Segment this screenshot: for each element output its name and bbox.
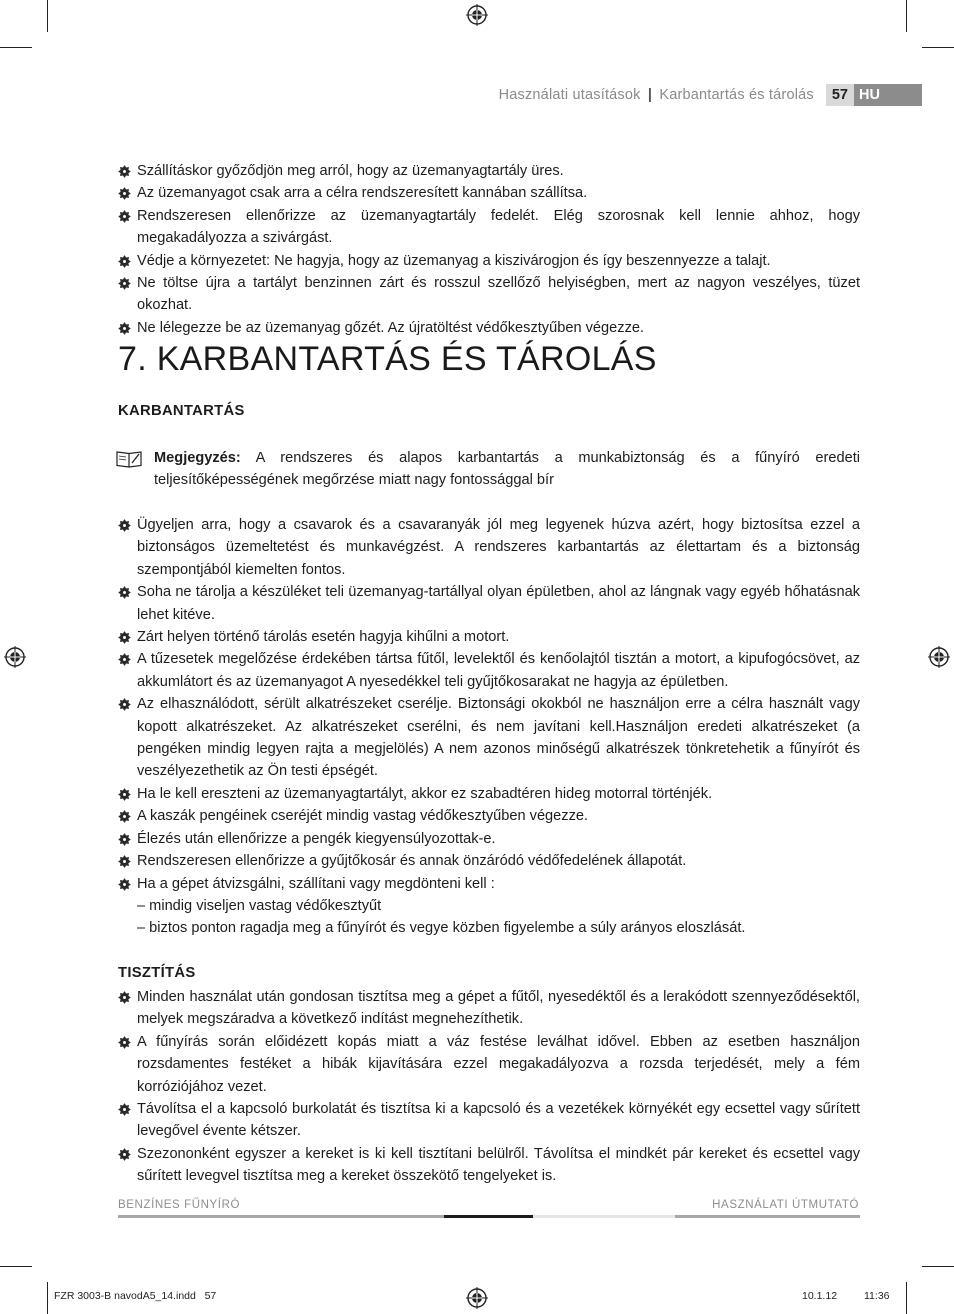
list-item xyxy=(118,581,860,626)
list-item xyxy=(118,873,860,895)
breadcrumb-section: Használati utasítások xyxy=(498,87,641,103)
chapter-title: 7. KARBANTARTÁS ÉS TÁROLÁS xyxy=(118,340,657,378)
list-item-text: Ha a gépet átvizsgálni, szállítani vagy megdönteni kell : xyxy=(137,875,495,892)
cleaning-list-block xyxy=(118,986,860,1188)
breadcrumb-chapter: Karbantartás és tárolás xyxy=(659,87,814,103)
gear-bullet-icon xyxy=(118,788,131,801)
list-item xyxy=(118,1098,860,1143)
list-item xyxy=(118,828,860,850)
gear-bullet-icon xyxy=(118,1103,131,1116)
note-block xyxy=(118,447,860,492)
registration-mark-icon xyxy=(466,1287,488,1309)
crop-mark xyxy=(47,0,48,32)
maintenance-list xyxy=(118,514,860,940)
list-item-text: Szállításkor győződjön meg arról, hogy az üzemanyagtartály üres. xyxy=(137,163,564,179)
note-label: Megjegyzés: xyxy=(154,450,241,466)
gear-bullet-icon xyxy=(118,991,131,1004)
list-item xyxy=(118,250,860,272)
list-item xyxy=(118,917,860,939)
gear-bullet-icon xyxy=(118,519,131,532)
list-item-text: Ügyeljen arra, hogy a csavarok és a csavaranyák jól meg legyenek húzva azért, hogy biztosítsa ezzel a biztonságos üzemeltetést és munkavégzést. A rendszeres karbantartás az élettartam és a biztonság szempontjából kiemelten fontos. xyxy=(137,517,860,578)
intro-list xyxy=(118,160,860,339)
footer-left: BENZÍNES FŰNYÍRÓ xyxy=(118,1199,241,1211)
crop-mark xyxy=(0,1266,32,1267)
list-item-text: Rendszeresen ellenőrizze az üzemanyagtartály fedelét. Elég szorosnak kell lennie ahhoz, hogy megakadályozza a szivárgást. xyxy=(137,207,860,247)
list-item-text: Rendszeresen ellenőrizze a gyűjtőkosár és annak önzáródó védőfedelének állapotát. xyxy=(137,853,687,870)
list-item-text: Ne töltse újra a tartályt benzinnen zárt és rosszul szellőző helyiségben, mert az nagyon veszélyes, tüzet okozhat. xyxy=(137,275,860,314)
language-badge: HU xyxy=(854,84,922,106)
notebook-icon xyxy=(116,450,144,468)
gear-bullet-icon xyxy=(118,255,131,268)
note-text: A rendszeres és alapos karbantartás a munkabiztonság és a fűnyíró eredeti teljesítőképességének megőrzése miatt nagy fontossággal bír xyxy=(154,450,860,489)
cleaning-section xyxy=(118,965,860,981)
intro-section xyxy=(118,160,860,339)
chapter-title-block xyxy=(118,340,860,379)
gear-bullet-icon xyxy=(118,631,131,644)
list-item xyxy=(118,160,860,182)
list-item xyxy=(118,783,860,805)
maintenance-section xyxy=(118,403,860,419)
breadcrumb-separator: | xyxy=(647,87,653,103)
list-item-text: A kaszák pengéinek cseréjét mindig vastag védőkesztyűben végezze. xyxy=(137,808,589,825)
gear-bullet-icon xyxy=(118,210,131,223)
page-header xyxy=(499,84,922,106)
list-item xyxy=(118,895,860,917)
list-item-text: Ne lélegezze be az üzemanyag gőzét. Az újratöltést védőkesztyűben végezze. xyxy=(137,319,645,336)
slug-file: FZR 3003-B navodA5_14.indd 57 xyxy=(54,1290,217,1302)
cleaning-list xyxy=(118,986,860,1188)
gear-bullet-icon xyxy=(118,277,131,290)
gear-bullet-icon xyxy=(118,810,131,823)
gear-bullet-icon xyxy=(118,187,131,200)
list-item xyxy=(118,317,860,339)
list-item xyxy=(118,648,860,693)
registration-mark-icon xyxy=(928,646,950,668)
list-item-text: Zárt helyen történő tárolás esetén hagyja kihűlni a motort. xyxy=(137,629,510,646)
list-item xyxy=(118,272,860,317)
crop-mark xyxy=(906,1282,907,1314)
crop-mark xyxy=(0,47,32,48)
page-number: 57 xyxy=(826,84,854,106)
footer-bar-black xyxy=(444,1215,533,1218)
crop-mark xyxy=(922,47,954,48)
gear-bullet-icon xyxy=(118,833,131,846)
list-item-text: A tűzesetek megelőzése érdekében tártsa fűtől, levelektől és kenőolajtól tisztán a motort, a kipufogócsövet, az akkumlátort és az üzemanyagot A nyesedékkel teli gyűjtőkosarakat ne hagyja az épületben. xyxy=(137,651,860,690)
crop-mark xyxy=(922,1266,954,1267)
gear-bullet-icon xyxy=(118,322,131,335)
gear-bullet-icon xyxy=(118,855,131,868)
list-item xyxy=(118,1031,860,1098)
gear-bullet-icon xyxy=(118,1036,131,1049)
list-item xyxy=(118,514,860,581)
footer-bar-gray xyxy=(118,1215,444,1218)
gear-bullet-icon xyxy=(118,878,131,891)
gear-bullet-icon xyxy=(118,586,131,599)
maintenance-note xyxy=(118,447,860,492)
gear-bullet-icon xyxy=(118,1148,131,1161)
slug-date: 10.1.12 xyxy=(802,1290,838,1302)
list-item xyxy=(118,805,860,827)
slug-time: 11:36 xyxy=(864,1290,890,1302)
gear-bullet-icon xyxy=(118,698,131,711)
list-item xyxy=(118,986,860,1031)
registration-mark-icon xyxy=(466,4,488,26)
footer-bar-gray-right xyxy=(675,1215,860,1218)
list-item xyxy=(118,205,860,250)
footer-bar-light xyxy=(533,1215,675,1218)
crop-mark xyxy=(47,1282,48,1314)
footer-right: HASZNÁLATI ÚTMUTATÓ xyxy=(712,1199,859,1211)
list-item-text: Távolítsa el a kapcsoló burkolatát és tisztítsa ki a kapcsoló és a vezetékek környékét egy ecsettel vagy sűrített levegővel évente kétszer. xyxy=(137,1101,860,1140)
list-item-text: Ha le kell ereszteni az üzemanyagtartályt, akkor ez szabadtéren hideg motorral történjék. xyxy=(137,785,713,802)
cleaning-heading: TISZTÍTÁS xyxy=(118,965,196,981)
maintenance-list-block xyxy=(118,514,860,940)
gear-bullet-icon xyxy=(118,165,131,178)
list-item xyxy=(118,693,860,783)
list-item xyxy=(118,182,860,204)
list-item-text: Az üzemanyagot csak arra a célra rendszeresített kannában szállítsa. xyxy=(137,185,588,202)
crop-mark xyxy=(906,0,907,32)
list-item-text: Az elhasználódott, sérült alkatrészeket cserélje. Biztonsági okokból ne használjon erre a célra használt vagy kopott alkatrészeket. Az alkatrészeket cserélni, és nem javítani kell.Használjon eredeti alkatrészeket (a pengéken mindig legyen rajta a megjelölés) A nem azonos minőségű alkatrészek tönkretehetik a fűnyírót és veszélyezethetik az Ön testi épségét. xyxy=(137,696,860,780)
list-item-text: A fűnyírás során előidézett kopás miatt a váz festése leválhat idővel. Ebben az esetben használjon rozsdamentes festéket a hibák kijavítására ezzel megakadályozva a rozsda terjedését, mely a fém korróziójához vezet. xyxy=(137,1033,860,1095)
list-item-text: Védje a környezetet: Ne hagyja, hogy az üzemanyag a kiszivárogjon és így beszennyezze a talajt. xyxy=(137,252,771,269)
maintenance-heading: KARBANTARTÁS xyxy=(118,403,245,419)
list-item-text: Soha ne tárolja a készüléket teli üzemanyag-tartállyal olyan épületben, ahol az lángnak vagy egyéb hőhatásnak lehet kitéve. xyxy=(137,584,860,623)
list-item-text: Minden használat után gondosan tisztítsa meg a gépet a fűtől, nyesedéktől és a lerakódott szennyeződésektől, melyek megszáradva a következő indítást megnehezíthetik. xyxy=(137,989,860,1028)
list-item xyxy=(118,850,860,872)
gear-bullet-icon xyxy=(118,653,131,666)
list-item-text: – biztos ponton ragadja meg a fűnyírót és vegye közben figyelembe a súly arányos eloszlását. xyxy=(137,920,746,937)
registration-mark-icon xyxy=(4,646,26,668)
list-item-text: Szezononként egyszer a kereket is ki kell tisztítani belülről. Távolítsa el mindkét pár kereket és ecsettel vagy sűrített levegvel tisztítsa meg a kereket összekötő tengelyeket is. xyxy=(137,1145,860,1185)
list-item xyxy=(118,1143,860,1188)
list-item xyxy=(118,626,860,648)
list-item-text: Élezés után ellenőrizze a pengék kiegyensúlyozottak-e. xyxy=(137,830,496,847)
list-item-text: – mindig viseljen vastag védőkesztyűt xyxy=(137,897,382,914)
breadcrumb xyxy=(499,87,814,103)
